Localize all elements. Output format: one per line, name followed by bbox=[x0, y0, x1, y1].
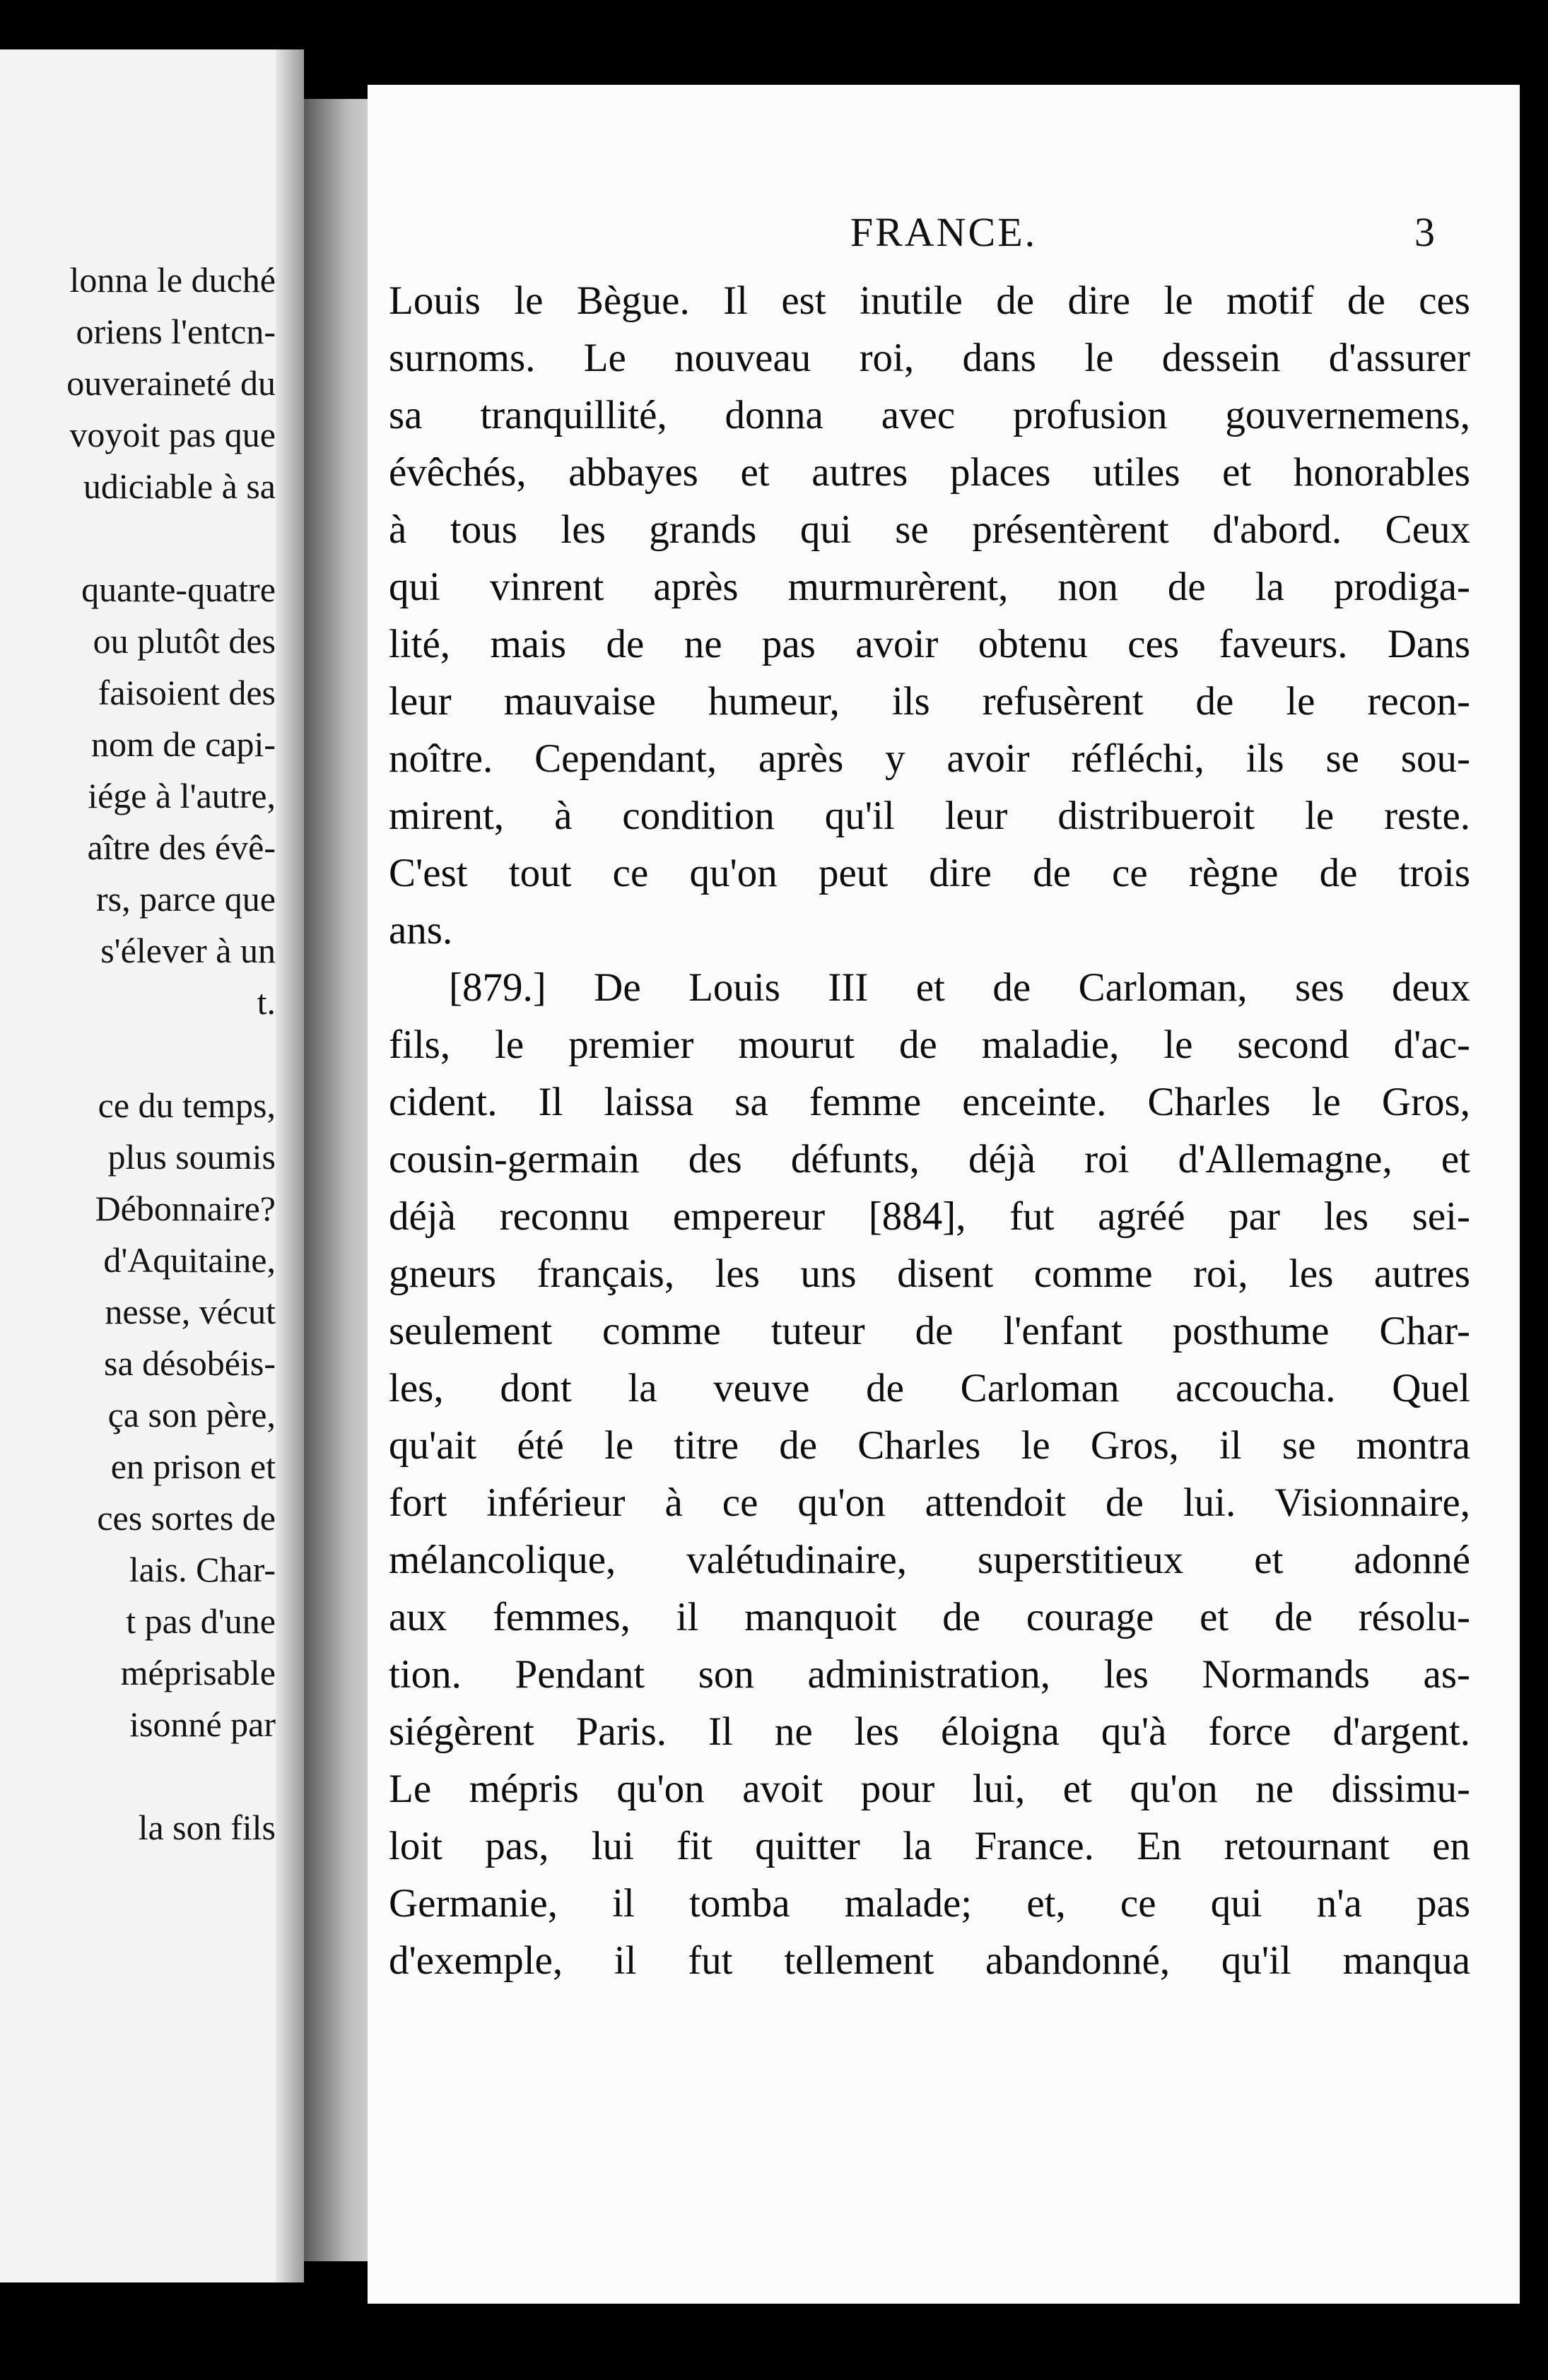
left-line bbox=[0, 1750, 297, 1802]
text-line: aux femmes, il manquoit de courage et de résolu- bbox=[389, 1595, 1470, 1639]
left-line: méprisable bbox=[120, 1653, 276, 1692]
text-line: Louis le Bègue. Il est inutile de dire le motif de ces bbox=[389, 278, 1470, 323]
page-body bbox=[389, 272, 1470, 1989]
text-line: noître. Cependant, après y avoir réfléchi, ils se sou- bbox=[389, 736, 1470, 781]
text-line: évêchés, abbayes et autres places utiles et honorables bbox=[389, 450, 1470, 495]
running-head: FRANCE. bbox=[850, 209, 1038, 255]
text-line: qui vinrent après murmurèrent, non de la prodiga- bbox=[389, 565, 1470, 609]
left-line: lonna le duché bbox=[69, 260, 276, 300]
text-line: déjà reconnu empereur [884], fut agréé par les sei- bbox=[389, 1194, 1470, 1239]
left-line: plus soumis bbox=[107, 1137, 276, 1177]
left-line: nesse, vécut bbox=[105, 1292, 276, 1331]
right-page bbox=[368, 85, 1520, 2304]
left-line: ouveraineté du bbox=[66, 363, 276, 403]
left-line: d'Aquitaine, bbox=[103, 1240, 276, 1280]
left-line: nom de capi- bbox=[90, 724, 276, 764]
left-line: la son fils bbox=[138, 1808, 276, 1847]
left-line: t pas d'une bbox=[126, 1601, 276, 1641]
left-line: ces sortes de bbox=[97, 1498, 276, 1538]
text-line: les, dont la veuve de Carloman accoucha. Quel bbox=[389, 1366, 1470, 1410]
text-line: [879.] De Louis III et de Carloman, ses deux bbox=[449, 965, 1470, 1010]
left-line: sa désobéis- bbox=[104, 1343, 276, 1383]
page-number: 3 bbox=[1414, 209, 1435, 255]
text-line: ans. bbox=[389, 908, 453, 953]
left-line: udiciable à sa bbox=[83, 466, 276, 506]
text-line: cident. Il laissa sa femme enceinte. Charles le Gros, bbox=[389, 1080, 1470, 1124]
text-line: sa tranquillité, donna avec profusion gouvernemens, bbox=[389, 393, 1470, 437]
text-line: seulement comme tuteur de l'enfant posthume Char- bbox=[389, 1309, 1470, 1353]
left-line: isonné par bbox=[129, 1704, 276, 1744]
left-gutter-shadow bbox=[276, 49, 304, 2282]
text-line: Le mépris qu'on avoit pour lui, et qu'on ne dissimu- bbox=[389, 1767, 1470, 1811]
left-page bbox=[0, 49, 304, 2282]
text-line: lité, mais de ne pas avoir obtenu ces faveurs. Dans bbox=[389, 622, 1470, 666]
text-line: fort inférieur à ce qu'on attendoit de lui. Visionnaire, bbox=[389, 1480, 1470, 1525]
left-line: ça son père, bbox=[107, 1395, 276, 1435]
text-line: d'exemple, il fut tellement abandonné, qu'il manqua bbox=[389, 1938, 1470, 1983]
text-line: surnoms. Le nouveau roi, dans le dessein d'assurer bbox=[389, 336, 1470, 380]
left-line: aître des évê- bbox=[87, 827, 276, 867]
text-line: gneurs français, les uns disent comme roi, les autres bbox=[389, 1251, 1470, 1296]
text-line: loit pas, lui fit quitter la France. En retournant en bbox=[389, 1824, 1470, 1868]
text-line: leur mauvaise humeur, ils refusèrent de le recon- bbox=[389, 679, 1470, 724]
left-page-text bbox=[0, 254, 297, 1854]
left-line bbox=[0, 1028, 297, 1080]
left-line bbox=[0, 512, 297, 564]
text-line: siégèrent Paris. Il ne les éloigna qu'à force d'argent. bbox=[389, 1709, 1470, 1754]
left-line: t. bbox=[257, 982, 276, 1022]
text-line: mirent, à condition qu'il leur distribueroit le reste. bbox=[389, 794, 1470, 838]
left-line: en prison et bbox=[110, 1447, 276, 1486]
left-line: ce du temps, bbox=[98, 1085, 276, 1125]
text-line: à tous les grands qui se présentèrent d'abord. Ceux bbox=[389, 507, 1470, 552]
left-line: faisoient des bbox=[98, 673, 276, 712]
left-line: s'élever à un bbox=[100, 931, 276, 970]
text-line: Germanie, il tomba malade; et, ce qui n'a pas bbox=[389, 1881, 1470, 1926]
left-line: lais. Char- bbox=[129, 1550, 276, 1589]
left-line: quante-quatre bbox=[81, 570, 276, 609]
left-line: iége à l'autre, bbox=[88, 776, 276, 815]
left-line: voyoit pas que bbox=[69, 415, 276, 454]
text-line: fils, le premier mourut de maladie, le second d'ac- bbox=[389, 1023, 1470, 1067]
text-line: C'est tout ce qu'on peut dire de ce règne de trois bbox=[389, 851, 1470, 895]
left-line: ou plutôt des bbox=[93, 621, 276, 661]
text-line: tion. Pendant son administration, les Normands as- bbox=[389, 1652, 1470, 1697]
left-line: rs, parce que bbox=[95, 879, 276, 919]
text-line: qu'ait été le titre de Charles le Gros, il se montra bbox=[389, 1423, 1470, 1468]
text-line: mélancolique, valétudinaire, superstitieux et adonné bbox=[389, 1538, 1470, 1582]
text-line: cousin-germain des défunts, déjà roi d'Allemagne, et bbox=[389, 1137, 1470, 1182]
left-line: oriens l'entcn- bbox=[76, 312, 276, 351]
left-line: Débonnaire? bbox=[95, 1189, 276, 1228]
page-header bbox=[368, 208, 1520, 265]
